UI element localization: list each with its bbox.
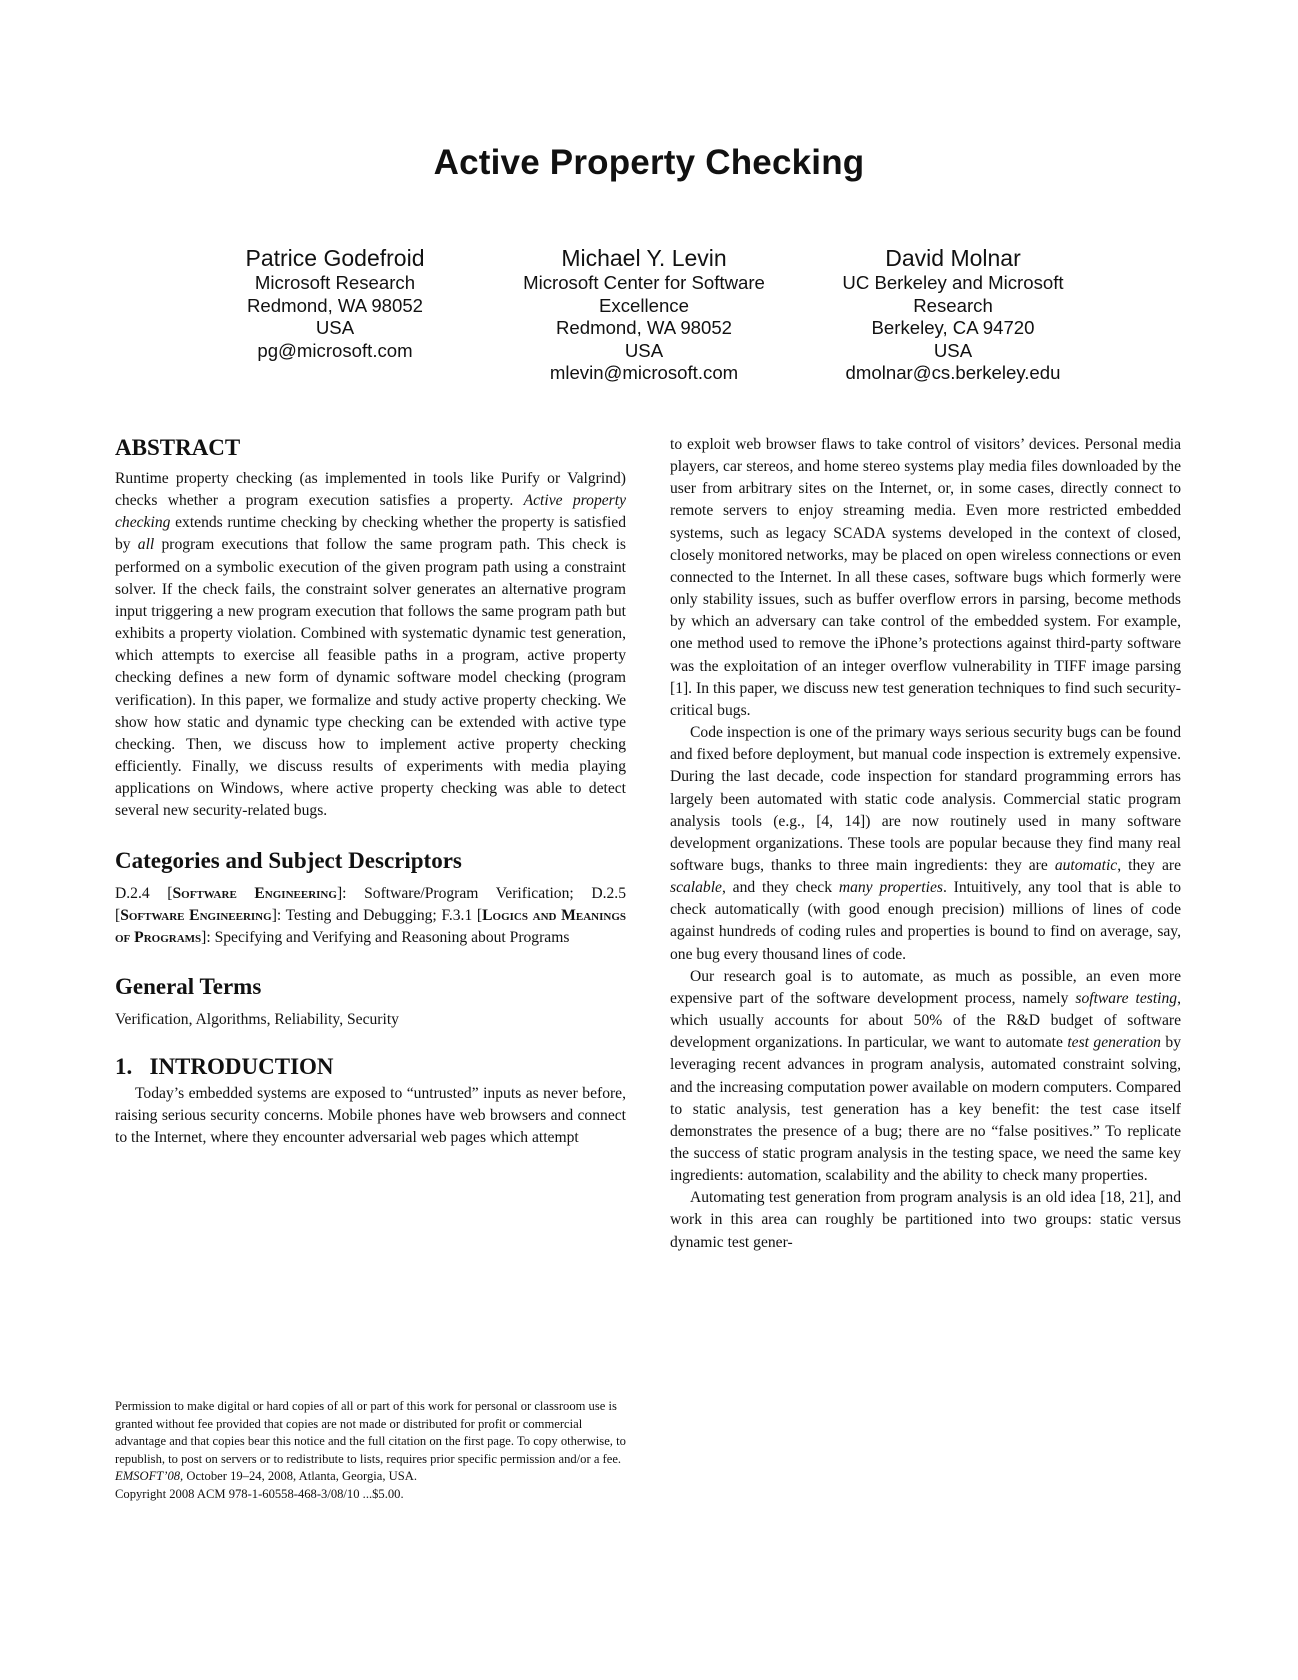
author-email: pg@microsoft.com (257, 339, 413, 361)
general-terms-text: Verification, Algorithms, Reliability, Security (115, 1010, 399, 1028)
author-address: Redmond, WA 98052 (246, 294, 424, 316)
author-affiliation: Microsoft Research (254, 272, 416, 293)
author-email: mlevin@microsoft.com (549, 362, 739, 384)
introduction-text: Today’s embedded systems are exposed to “untrusted” inputs as never before, raising serious security concerns. Mobile phones have web browsers and connect to the Internet, where they encounter adversarial web pages which attempt (115, 1085, 626, 1147)
author-email: dmolnar@cs.berkeley.edu (845, 362, 1061, 384)
author-affiliation: UC Berkeley and Microsoft (842, 272, 1064, 293)
categories-text: D.2.4 [Software Engineering]: Software/Program Verification; D.2.5 [Software Engineering]: Testing and Debugging; F.3.1 [Logics and Meanings of Programs]: Specifying and Verifying and Reasoning about Programs (115, 884, 626, 946)
author-country: USA (624, 339, 664, 361)
author-affiliation: Microsoft Center for Software (523, 272, 765, 293)
author-1 (185, 245, 485, 362)
right-column (670, 434, 1181, 1254)
general-terms-heading: General Terms (115, 973, 262, 999)
permission-footnote (115, 1398, 627, 1504)
author-block (0, 245, 1298, 385)
intro-paragraph-3: Our research goal is to automate, as much as possible, an even more expensive part of the software development process, namely software testing, which usually accounts for about 50% of the R&D budget of software development organizations. In particular, we want to automate test generation by leveraging recent advances in program analysis, automated constraint solving, and the increasing computation power available on modern computers. Compared to static analysis, test generation has a key benefit: the test case itself demonstrates the presence of a bug; there are no “false positives.” To replicate the success of static program analysis in the testing space, we need the same key ingredients: automation, scalability and the ability to check many properties. (670, 967, 1181, 1185)
categories-heading: Categories and Subject Descriptors (115, 847, 462, 873)
abstract-text: Runtime property checking (as implemented in tools like Purify or Valgrind) checks whether a program execution satisfies a property. Active property checking extends runtime checking by checking whether the property is satisfied by all program executions that follow the same program path. This check is performed on a symbolic execution of the given program path using a constraint solver. If the check fails, the constraint solver generates an alternative program input triggering a new program execution that follows the same program path but exhibits a property violation. Combined with systematic dynamic test generation, which attempts to exercise all feasible paths in a program, active property checking defines a new form of dynamic software model checking (program verification). In this paper, we formalize and study active property checking. We show how static and dynamic type checking can be extended with active type checking. Then, we discuss how to implement active property checking efficiently. Finally, we discuss results of experiments with media playing applications on Windows, where active property checking was able to detect several new security-related bugs. (115, 470, 626, 820)
abstract-heading: ABSTRACT (115, 435, 241, 460)
intro-paragraph-1: to exploit web browser flaws to take control of visitors’ devices. Personal media players, car stereos, and home stereo systems play media files downloaded by the user from arbitrary sites on the Internet, or, in some cases, directly connect to remote servers to enjoy streaming media. Even more restricted embedded systems, such as legacy SCADA systems developed in the context of closed, closely monitored networks, may be placed on open wireless connections or even connected to the Internet. In all these cases, software bugs which formerly were only stability issues, such as buffer overflow errors in parsing, become methods by which an adversary can take control of the embedded system. For example, one method used to remove the iPhone’s protections against third-party software was the exploitation of an integer overflow vulnerability in TIFF image parsing [1]. In this paper, we discuss new test generation techniques to find such security-critical bugs. (670, 436, 1181, 719)
author-affiliation-cont: Excellence (599, 294, 689, 316)
author-name: David Molnar (885, 245, 1021, 271)
author-2 (494, 245, 794, 385)
intro-paragraph-2: Code inspection is one of the primary ways serious security bugs can be found and fixed before deployment, but manual code inspection is extremely expensive. During the last decade, code inspection for standard programming errors has largely been automated with static code analysis. Commercial static program analysis tools (e.g., [4, 14]) are now routinely used in many software development organizations. These tools are popular because they find many real software bugs, thanks to three main ingredients: they are automatic, they are scalable, and they check many properties. Intuitively, any tool that is able to check automatically (with good enough precision) millions of lines of code against hundreds of coding rules and properties is bound to find on average, say, one bug every thousand lines of code. (670, 724, 1181, 963)
author-address: Berkeley, CA 94720 (871, 317, 1035, 339)
author-country: USA (933, 339, 973, 361)
copyright-line: Copyright 2008 ACM 978-1-60558-468-3/08/10 ...$5.00. (115, 1486, 404, 1501)
author-name: Patrice Godefroid (245, 245, 425, 271)
left-column (115, 434, 626, 1150)
author-address: Redmond, WA 98052 (555, 317, 733, 339)
author-country: USA (315, 317, 355, 339)
author-3 (803, 245, 1103, 385)
author-name: Michael Y. Levin (561, 245, 727, 271)
intro-paragraph-4: Automating test generation from program analysis is an old idea [18, 21], and work in this area can roughly be partitioned into two groups: static versus dynamic test gener- (670, 1189, 1181, 1251)
venue-line: EMSOFT’08, October 19–24, 2008, Atlanta, Georgia, USA. (115, 1469, 417, 1484)
author-affiliation-cont: Research (913, 294, 993, 316)
introduction-heading: 1. INTRODUCTION (115, 1054, 334, 1080)
permission-text: Permission to make digital or hard copies of all or part of this work for personal or classroom use is granted without fee provided that copies are not made or distributed for profit or commercial advantage and that copies bear this notice and the full citation on the first page. To copy otherwise, to republish, to post on servers or to redistribute to lists, requires prior specific permission and/or a fee. (115, 1399, 626, 1466)
paper-title: Active Property Checking (433, 143, 865, 182)
